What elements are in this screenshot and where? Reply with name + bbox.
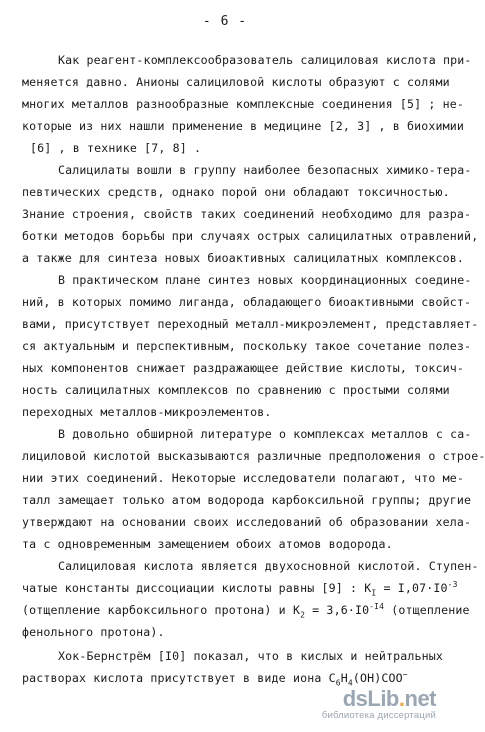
text-line: лициловой кислотой высказываются различные предположения о строе-: [22, 449, 485, 463]
text-line: Салицилаты вошли в группу наиболее безопасных химико-тера-: [58, 163, 472, 177]
text-line: Хок-Бернстрём [I0] показал, что в кислых и нейтральных: [58, 649, 444, 663]
subscript: 4: [347, 678, 353, 688]
text-line: Салициловая кислота является двухосновной кислотой. Ступен-: [58, 559, 479, 573]
subscript: 6: [335, 678, 341, 688]
watermark-logo: dsLib.net: [342, 686, 436, 711]
text-line: ся актуальным и перспективным, поскольку такое сочетание полез-: [22, 339, 472, 353]
formula-line: чатые константы диссоциации кислоты равны [9] : $K_I = I,07\cdot I0^{-3}$: [22, 580, 458, 598]
text-line: ний, в которых помимо лиганда, обладающего биоактивными свойст-: [22, 295, 472, 309]
text-line: талл замещает только атом водорода карбоксильной группы; другие: [22, 493, 472, 507]
text-line: В довольно обширной литературе о комплексах металлов с са-: [58, 427, 472, 441]
watermark: [262, 686, 442, 726]
text-line: Знание строения, свойств таких соединений необходимо для разра-: [22, 207, 472, 221]
text-line: меняется давно. Анионы салициловой кислоты образуют с солями: [22, 75, 450, 89]
subscript: 2: [300, 610, 306, 620]
formula-line: (отщепление карбоксильного протона) и $K_2 = 3,6\cdot I0^{-I4}$ (отщепление: [22, 602, 470, 620]
text-line: а также для синтеза новых биоактивных салицилатных комплексов.: [22, 251, 465, 265]
superscript: -I4: [369, 602, 385, 612]
text-line: ность салицилатных комплексов по сравнению с простыми солями: [22, 383, 450, 397]
text-line: ных компонентов снижает раздражающее действие кислоты, токсич-: [22, 361, 465, 375]
text-line: которые из них нашли применение в медицине [2, 3] , в биохимии: [22, 119, 465, 133]
watermark-subtitle: библиотека диссертаций: [321, 710, 436, 721]
text-line: певтических средств, однако порой они обладают токсичностью.: [22, 185, 450, 199]
text-line: та с одновременным замещением обоих атомов водорода.: [22, 537, 393, 551]
text-line: утверждают на основании своих исследований об образовании хела-: [22, 515, 472, 529]
text-line: многих металлов разнообразные комплексные соединения [5] ; не-: [22, 97, 465, 111]
text-line: Как реагент-комплексообразователь салициловая кислота при-: [58, 53, 472, 67]
text-line: переходных металлов-микроэлементов.: [22, 405, 272, 419]
formula-line: растворах кислота присутствует в виде иона $C_6H_4(OH)COO^-$: [22, 670, 408, 688]
superscript: -3: [447, 580, 458, 590]
superscript: −: [402, 670, 408, 680]
subscript: I: [371, 588, 377, 598]
page-number: - 6 -: [202, 14, 248, 29]
text-line: нии этих соединений. Некоторые исследователи полагают, что ме-: [22, 471, 465, 485]
text-line: фенольного протона).: [22, 625, 165, 639]
text-line: [6] , в технике [7, 8] .: [30, 141, 202, 155]
text-line: В практическом плане синтез новых координационных соедине-: [58, 273, 472, 287]
text-line: вами, присутствует переходный металл-микроэлемент, представляет-: [22, 317, 479, 331]
text-line: ботки методов борьбы при случаях острых салицилатных отравлений,: [22, 229, 479, 243]
